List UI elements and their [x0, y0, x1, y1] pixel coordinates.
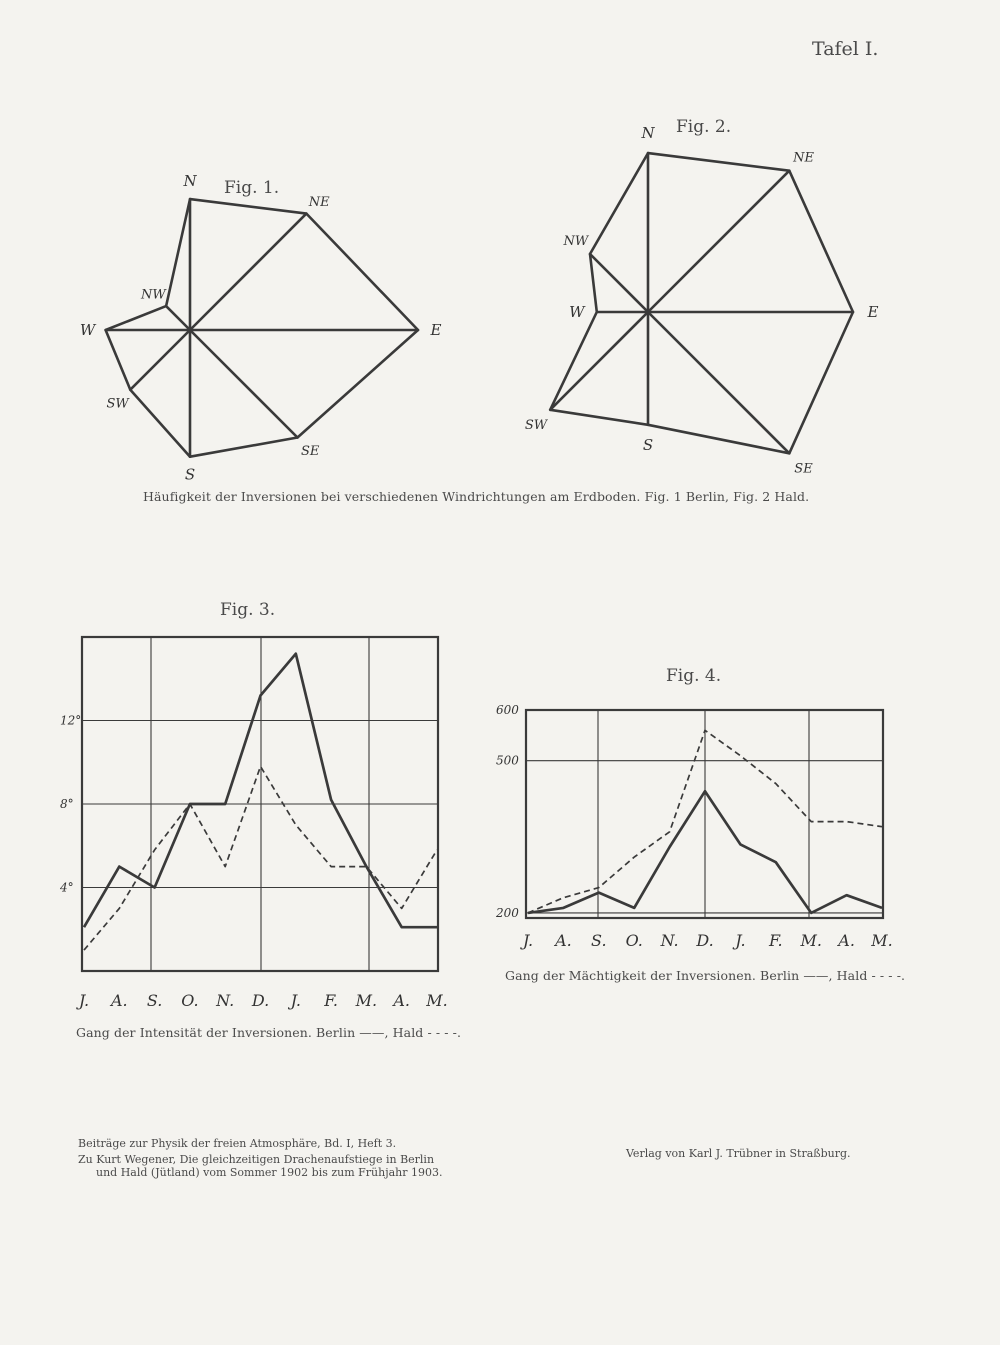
fig3-xlabel-2: S.	[146, 991, 163, 1010]
fig3-xlabel-6: J.	[290, 991, 301, 1010]
fig12-caption: Häufigkeit der Inversionen bei verschiedenen Windrichtungen am Erdboden. Fig. 1 Berlin, Fig. 2 Hald.	[143, 489, 810, 504]
fig1-label-se: SE	[300, 444, 320, 460]
fig4-xlabel-5: D.	[696, 931, 714, 950]
fig2-label-ne: NE	[793, 150, 814, 166]
fig1-label-w: W	[79, 321, 96, 339]
footer-article-line1: Zu Kurt Wegener, Die gleichzeitigen Drachenaufstiege in Berlin	[78, 1153, 435, 1166]
fig4-xlabel-8: M.	[800, 931, 822, 950]
fig4-xlabel-9: A.	[838, 931, 855, 950]
plate-label: Tafel I.	[812, 38, 879, 60]
fig4-xlabel-10: M.	[871, 931, 893, 950]
fig2-label-e: E	[867, 303, 879, 321]
fig4-xlabel-1: A.	[555, 931, 572, 950]
fig4-xlabel-4: N.	[660, 931, 679, 950]
fig2-label-w: W	[569, 303, 585, 321]
fig1-label-sw: SW	[106, 396, 129, 412]
fig4-xlabel-2: S.	[591, 931, 607, 950]
fig1-label-n: N	[183, 172, 197, 191]
fig4-xlabel-7: F.	[768, 931, 783, 950]
fig3-ytick-0: 4°	[60, 880, 74, 895]
fig3-xlabel-5: D.	[251, 991, 270, 1010]
footer-journal: Beiträge zur Physik der freien Atmosphäre, Bd. I, Heft 3.	[78, 1137, 397, 1150]
fig3-xlabel-10: M.	[426, 991, 448, 1010]
fig4-title: Fig. 4.	[666, 666, 722, 686]
footer-publisher: Verlag von Karl J. Trübner in Straßburg.	[626, 1147, 851, 1160]
fig4-ytick-0: 200	[496, 905, 519, 920]
fig2-label-s: S	[642, 435, 654, 454]
fig3-xlabel-8: M.	[355, 991, 378, 1010]
fig4-caption: Gang der Mächtigkeit der Inversionen. Berlin ——, Hald - - - -.	[505, 968, 906, 983]
fig2-label-sw: SW	[524, 418, 548, 433]
fig2-label-n: N	[641, 124, 655, 143]
fig2-title: Fig. 2.	[676, 117, 732, 137]
fig3-ytick-1: 8°	[60, 797, 74, 811]
fig1-title: Fig. 1.	[224, 178, 280, 198]
fig4-ytick-1: 500	[496, 753, 519, 768]
fig3-xlabel-4: N.	[216, 991, 235, 1010]
fig2-label-se: SE	[794, 461, 813, 477]
fig4-ytick-2: 600	[496, 703, 519, 717]
fig3-xlabel-3: O.	[181, 991, 199, 1010]
fig3-xlabel-7: F.	[324, 991, 338, 1010]
fig1-label-ne: NE	[308, 194, 330, 210]
fig1-label-s: S	[184, 465, 196, 484]
fig3-caption: Gang der Intensität der Inversionen. Berlin ——, Hald - - - -.	[76, 1025, 462, 1040]
fig4-xlabel-0: J.	[522, 931, 534, 950]
fig3-xlabel-0: J.	[78, 991, 90, 1010]
fig4-xlabel-3: O.	[625, 931, 643, 950]
fig1-label-e: E	[430, 321, 442, 339]
fig1-label-nw: NW	[141, 287, 166, 303]
fig4-xlabel-6: J.	[735, 931, 746, 950]
fig3-xlabel-9: A.	[393, 991, 411, 1010]
fig3-title: Fig. 3.	[220, 600, 276, 620]
footer-article-line2: und Hald (Jütland) vom Sommer 1902 bis zum Frühjahr 1903.	[96, 1166, 443, 1179]
fig2-label-nw: NW	[563, 233, 589, 249]
fig3-xlabel-1: A.	[110, 991, 128, 1010]
fig3-ytick-2: 12°	[60, 713, 82, 728]
